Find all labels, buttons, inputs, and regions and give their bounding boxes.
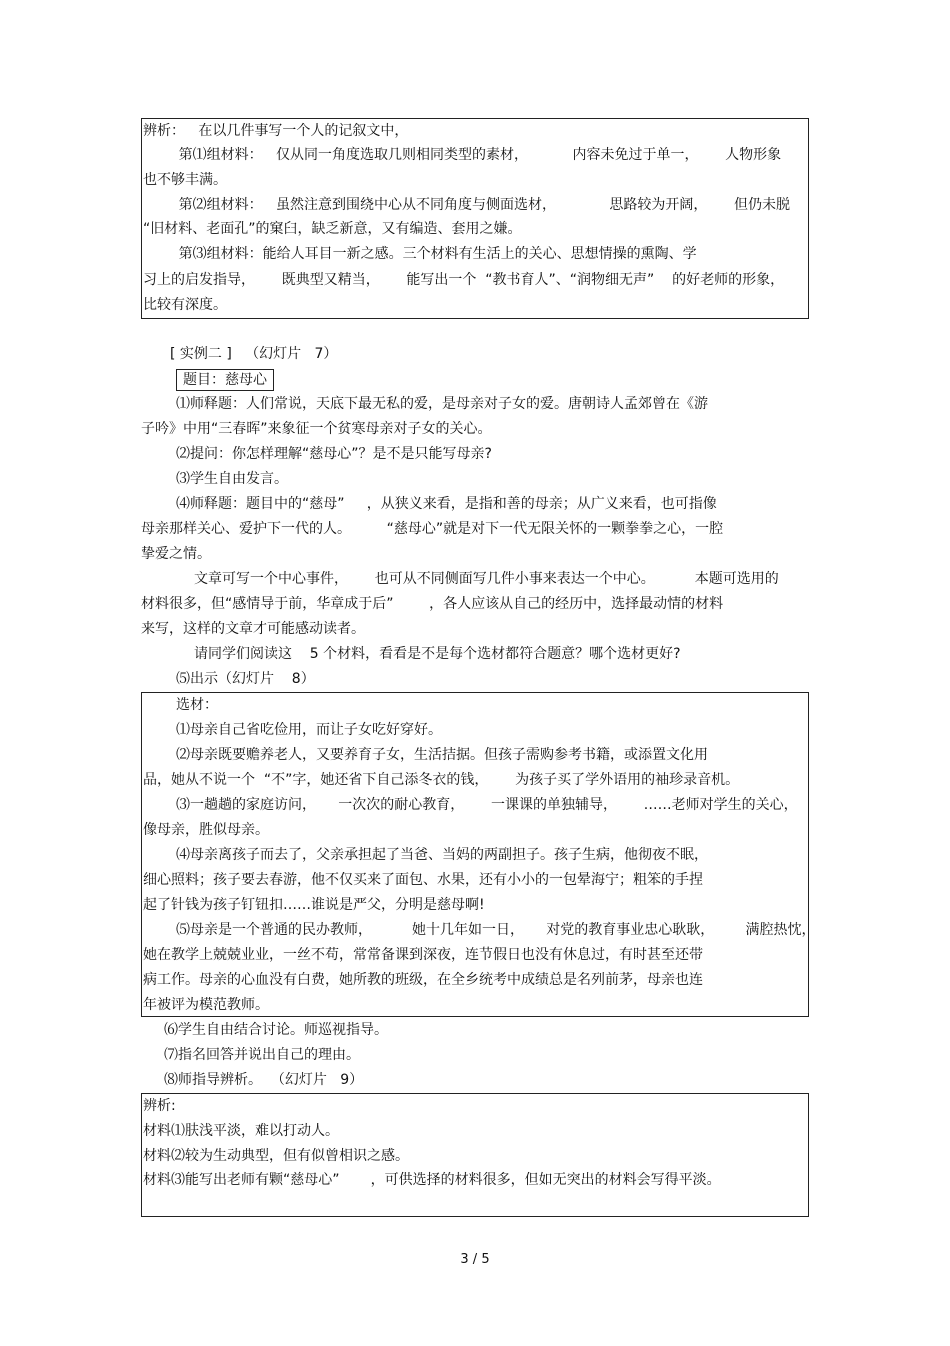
s2-line-10: 来写，这样的文章才可能感动读者。 (141, 621, 365, 637)
s3-line-2: ⑺指名回答并说出自己的理由。 (164, 1047, 360, 1063)
s2-line-2: 子吟》中用“三春晖”来象征一个贫寒母亲对子女的关心。 (141, 421, 492, 437)
box1-line-3: 也不够丰满。 (143, 172, 227, 188)
box1-line-5: “旧材料、老面孔”的窠臼，缺乏新意，又有编造、套用之嫌。 (143, 221, 522, 237)
s2-line-5: ⑷师释题：题目中的“慈母” ，从狭义来看，是指和善的母亲；从广义来看，也可指像 (176, 496, 717, 512)
box3-line-3: 材料⑵较为生动典型，但有似曾相识之感。 (143, 1148, 409, 1164)
box2-line-2: ⑴母亲自己省吃俭用，而让子女吃好穿好。 (176, 722, 442, 738)
box2-line-6: 像母亲，胜似母亲。 (143, 822, 269, 838)
s2-line-6: 母亲那样关心、爱护下一代的人。 “慈母心”就是对下一代无限关怀的一颗拳拳之心，一腔 (141, 521, 724, 537)
s2-line-1: ⑴师释题：人们常说，天底下最无私的爱，是母亲对子女的爱。唐朝诗人孟郊曾在《游 (176, 396, 708, 412)
topic-label: 题目：慈母心 (176, 369, 274, 391)
example-two-heading: [ 实例二 ] （幻灯片 7） (170, 346, 338, 362)
box2-line-8: 细心照料；孩子要去春游，他不仅买来了面包、水果，还有小小的一包晕海宁；粗笨的手捏 (143, 872, 703, 888)
box3-line-2: 材料⑴肤浅平淡，难以打动人。 (143, 1123, 339, 1139)
s2-line-7: 挚爱之情。 (141, 546, 211, 562)
box1-line-7: 习上的启发指导， 既典型又精当， 能写出一个 “教书育人”、“润物细无声” 的好老师的形象， (143, 272, 785, 288)
box2-line-10: ⑸母亲是一个普通的民办教师， 她十几年如一日， 对党的教育事业忠心耿耿， 满腔热忱， (176, 922, 816, 938)
page-number: 3 / 5 (460, 1252, 490, 1267)
box2-line-3: ⑵母亲既要赡养老人，又要养育子女，生活拮据。但孩子需购参考书籍，或添置文化用 (176, 747, 708, 763)
box2-line-1: 选材： (176, 697, 218, 713)
box2-line-9: 起了针钱为孩子钉钮扣……谁说是严父，分明是慈母啊! (143, 897, 485, 913)
box1-line-6: 第⑶组材料：能给人耳目一新之感。三个材料有生活上的关心、思想情操的熏陶、学 (143, 246, 697, 262)
box2-line-7: ⑷母亲离孩子而去了，父亲承担起了当爸、当妈的两副担子。孩子生病，他彻夜不眠， (176, 847, 708, 863)
s2-line-8: 文章可写一个中心事件， 也可从不同侧面写几件小事来表达一个中心。 本题可选用的 (194, 571, 779, 587)
box2-line-4: 品，她从不说一个 “不”字，她还省下自己添冬衣的钱， 为孩子买了学外语用的袖珍录音机。 (143, 772, 740, 788)
box1-line-4: 第⑵组材料： 虽然注意到围绕中心从不同角度与侧面选材， 思路较为开阔， 但仍未脱 (143, 197, 791, 213)
box1-line-2: 第⑴组材料： 仅从同一角度选取几则相同类型的素材， 内容未免过于单一， 人物形象 (143, 147, 782, 163)
s2-line-4: ⑶学生自由发言。 (176, 471, 288, 487)
box2-line-13: 年被评为模范教师。 (143, 997, 269, 1013)
box3-line-4: 材料⑶能写出老师有颗“慈母心” ，可供选择的材料很多，但如无突出的材料会写得平淡。 (143, 1172, 721, 1188)
box1-line-8: 比较有深度。 (143, 297, 227, 313)
s2-line-12: ⑸出示（幻灯片 8） (176, 671, 315, 687)
s3-line-1: ⑹学生自由结合讨论。师巡视指导。 (164, 1022, 388, 1038)
s2-line-3: ⑵提问：你怎样理解“慈母心”？是不是只能写母亲? (176, 446, 492, 462)
s2-line-9: 材料很多，但“感情导于前，华章成于后” ，各人应该从自己的经历中，选择最动情的材料 (141, 596, 724, 612)
s2-line-11: 请同学们阅读这 5 个材料，看看是不是每个选材都符合题意？哪个选材更好? (194, 646, 681, 662)
box2-line-11: 她在教学上兢兢业业，一丝不苟，常常备课到深夜，连节假日也没有休息过，有时甚至还带 (143, 947, 703, 963)
box1-line-1: 辨析： 在以几件事写一个人的记叙文中， (143, 123, 409, 139)
box2-line-5: ⑶一趟趟的家庭访问， 一次次的耐心教育， 一课课的单独辅导， ……老师对学生的关心， (176, 797, 798, 813)
s3-line-3: ⑻师指导辨析。 （幻灯片 9） (164, 1072, 364, 1088)
box3-line-1: 辨析: (143, 1098, 176, 1114)
box2-line-12: 病工作。母亲的心血没有白费，她所教的班级，在全乡统考中成绩总是名列前茅，母亲也连 (143, 972, 703, 988)
